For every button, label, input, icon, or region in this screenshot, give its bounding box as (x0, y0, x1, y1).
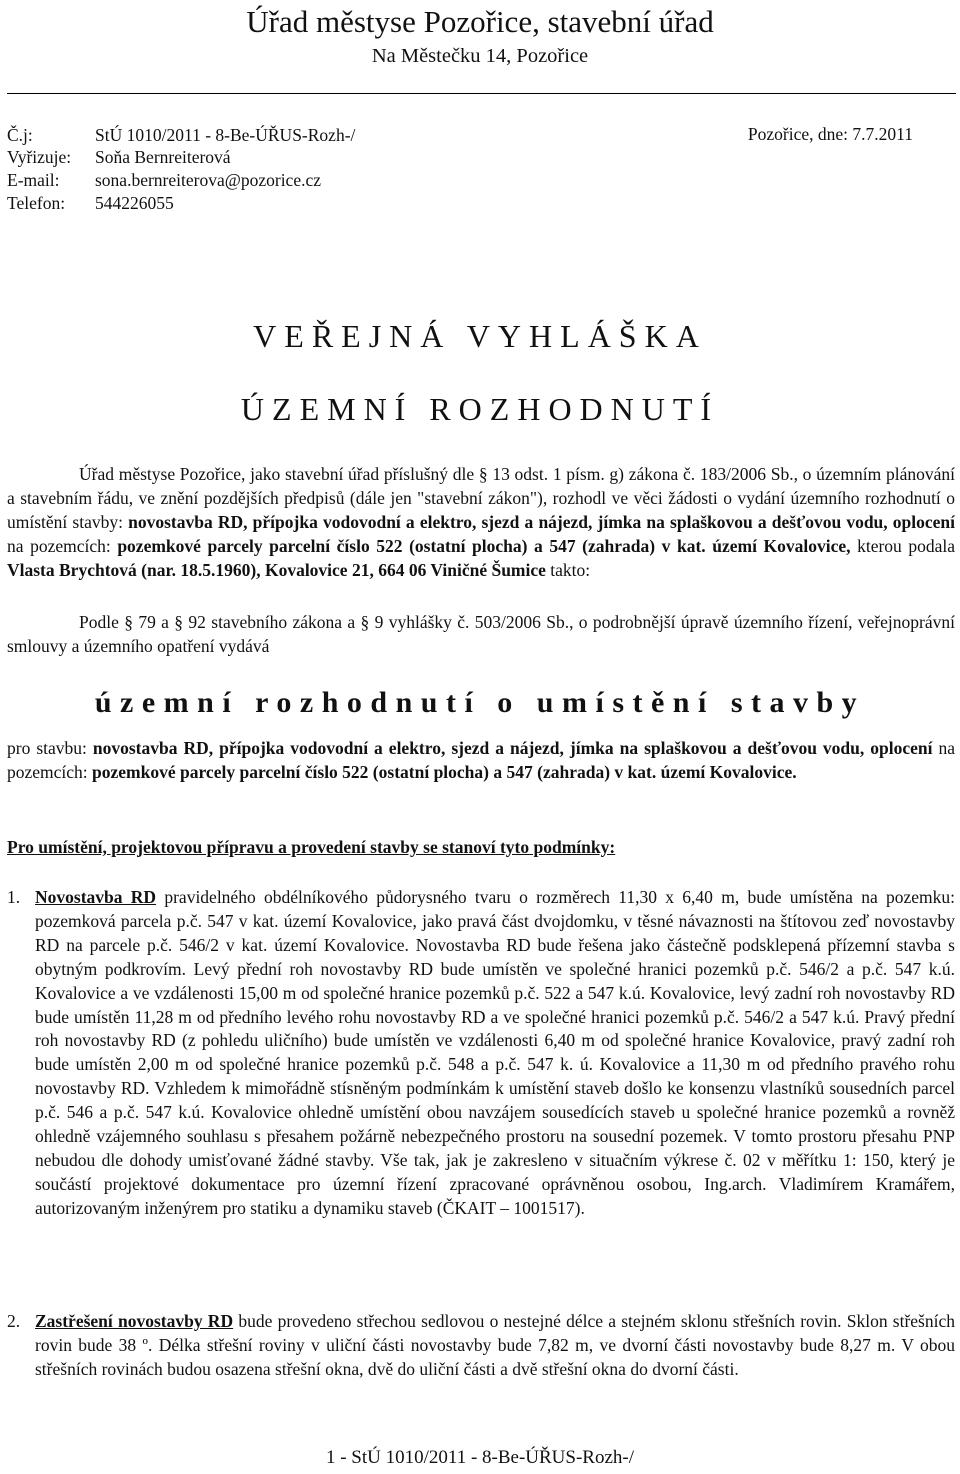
intro-text-2: na pozemcích: (7, 535, 111, 556)
public-notice-heading: VEŘEJNÁ VYHLÁŠKA (253, 318, 707, 354)
email-value: sona.bernreiterova@pozorice.cz (95, 170, 321, 190)
building-mid: na pozemcích: (7, 738, 956, 782)
condition-body (35, 1310, 955, 1382)
intro-text-1: Úřad městyse Pozořice, jako stavební úřad příslušný dle § 13 odst. 1 písm. g) zákona č. 183/2006 Sb., o územním plánování a stavebním řádu, ve znění pozdějších předpisů (dále jen "stavební zákon"), rozhodl ve věci žádosti o vydání územního rozhodnutí o umístění stavby: (7, 464, 955, 532)
condition-text: pravidelného obdélníkového půdorysného tvaru o rozměrech 11,30 x 6,40 m, bude umístěna na pozemku: pozemková parcela p.č. 547 v kat. území Kovalovice, jako pravá část dvojdomku, v těsné návaznosti na štítovou zeď novostavby RD na parcele p.č. 546/2 v kat. území Kovalovice. Novostavba RD bude řešena jako částečně podsklepená přízemní stavba s obytným podkrovím. Levý přední roh novostavby RD bude umístěn ve společné hranici pozemků p.č. 546/2 a p.č. 547 k.ú. Kovalovice a ve vzdálenosti 15,00 m od společné hranice pozemků p.č. 522 a 547 k.ú. Kovalovice, levý zadní roh novostavby RD bude umístěn 11,28 m od předního levého rohu novostavby RD a ve společné hranici pozemků p.č. 546/2 a 547 k.ú. Pravý přední roh novostavby RD (z pohledu uličního) bude umístěn ve vzdálenosti 6,40 m od společné hranice Kovalovice, pravý zadní roh bude umístěn 2,00 m od společné hranice pozemků p.č. 548 a p.č. 547 k. ú. Kovalovice a 11,30 m od předního pravého rohu novostavby RD. Vzhledem k mimořádně stísněným podmínkám k umístění staveb došlo ke konsenzu vlastníků sousedních parcel p.č. 546 a p.č. 547 k.ú. Kovalovice ohledně umístění obou navzájem sousedících staveb u společné hranice pozemků a rovněž ohledně vzájemného souhlasu s přesahem požárně nebezpečného prostoru na sousední pozemek. V tomto prostoru přesahu PNP nebudou dle dohody umisťované žádné stavby. Vše tak, jak je zakresleno v situačním výkrese č. 02 v měřítku 1: 150, který je součástí projektové dokumentace pro územní řízení zpracované oprávněnou osobou, Ing.arch. Vladimírem Kramářem, autorizovaným inženýrem pro statiku a dynamiku staveb (ČKAIT – 1001517). (35, 887, 956, 1218)
handler-line (7, 146, 231, 168)
condition-lead: Novostavba RD (35, 887, 157, 907)
building-bold-1: novostavba RD, přípojka vodovodní a elektro, sjezd a nájezd, jímka na splaškovou a dešťovou vodu, oplocení (92, 738, 933, 758)
reference-line (7, 124, 355, 146)
intro-paragraph (7, 463, 955, 583)
building-bold-2: pozemkové parcely parcelní číslo 522 (ostatní plocha) a 547 (zahrada) v kat. území Kovalovice. (92, 761, 797, 782)
reference-label: Č.j: (7, 125, 33, 145)
building-prefix: pro stavbu: (7, 738, 87, 758)
phone-value: 544226055 (95, 193, 174, 213)
decision-heading: územní rozhodnutí o umístění stavby (94, 686, 866, 719)
email-label: E-mail: (7, 170, 60, 190)
legal-basis-paragraph: Podle § 79 a § 92 stavebního zákona a § 9 vyhlášky č. 503/2006 Sb., o podrobnější úpravě územního řízení, veřejnoprávní smlouvy a územního opatření vydává (7, 612, 955, 656)
intro-bold-1: novostavba RD, přípojka vodovodní a elektro, sjezd a nájezd, jímka na splaškovou a dešťovou vodu, oplocení (128, 511, 956, 532)
decision-type-heading: ÚZEMNÍ ROZHODNUTÍ (240, 391, 720, 427)
condition-text: bude provedeno střechou sedlovou o nestejné délce a stejném sklonu střešních rovin. Sklon střešních rovin bude 38 º. Délka střešní roviny v uliční části novostavby bude 7,82 m, ve dvorní části novostavby bude 8,27 m. V obou střešních rovinách budou osazena střešní okna, dvě do uliční části a dvě střešní okna do dvorní části. (35, 1311, 955, 1379)
office-address: Na Městečku 14, Pozořice (371, 45, 589, 67)
reference-value: StÚ 1010/2011 - 8-Be-ÚŘUS-Rozh-/ (95, 125, 356, 145)
condition-lead: Zastřešení novostavby RD (35, 1311, 234, 1331)
conditions-heading: Pro umístění, projektovou přípravu a provedení stavby se stanoví tyto podmínky: (7, 837, 616, 857)
place-date: Pozořice, dne: 7.7.2011 (747, 124, 913, 144)
handler-label: Vyřizuje: (7, 147, 72, 167)
office-title: Úřad městyse Pozořice, stavební úřad (246, 4, 714, 39)
building-paragraph (7, 737, 955, 785)
intro-text-4: takto: (550, 559, 591, 580)
intro-bold-3: Vlasta Brychtová (nar. 18.5.1960), Kovalovice 21, 664 06 Viničné Šumice (7, 559, 546, 580)
intro-text-3: kterou podala (857, 535, 956, 556)
condition-number: 2. (7, 1311, 21, 1331)
header-divider (7, 93, 956, 94)
email-line (7, 169, 321, 191)
page-footer: 1 - StÚ 1010/2011 - 8-Be-ÚŘUS-Rozh-/ (325, 1447, 635, 1468)
condition-body (35, 886, 955, 1221)
phone-label: Telefon: (7, 193, 66, 213)
condition-number: 1. (7, 887, 21, 907)
handler-value: Soňa Bernreiterová (95, 147, 231, 167)
phone-line (7, 192, 174, 214)
intro-bold-2: pozemkové parcely parcelní číslo 522 (ostatní plocha) a 547 (zahrada) v kat. území Kovalovice, (117, 535, 851, 556)
